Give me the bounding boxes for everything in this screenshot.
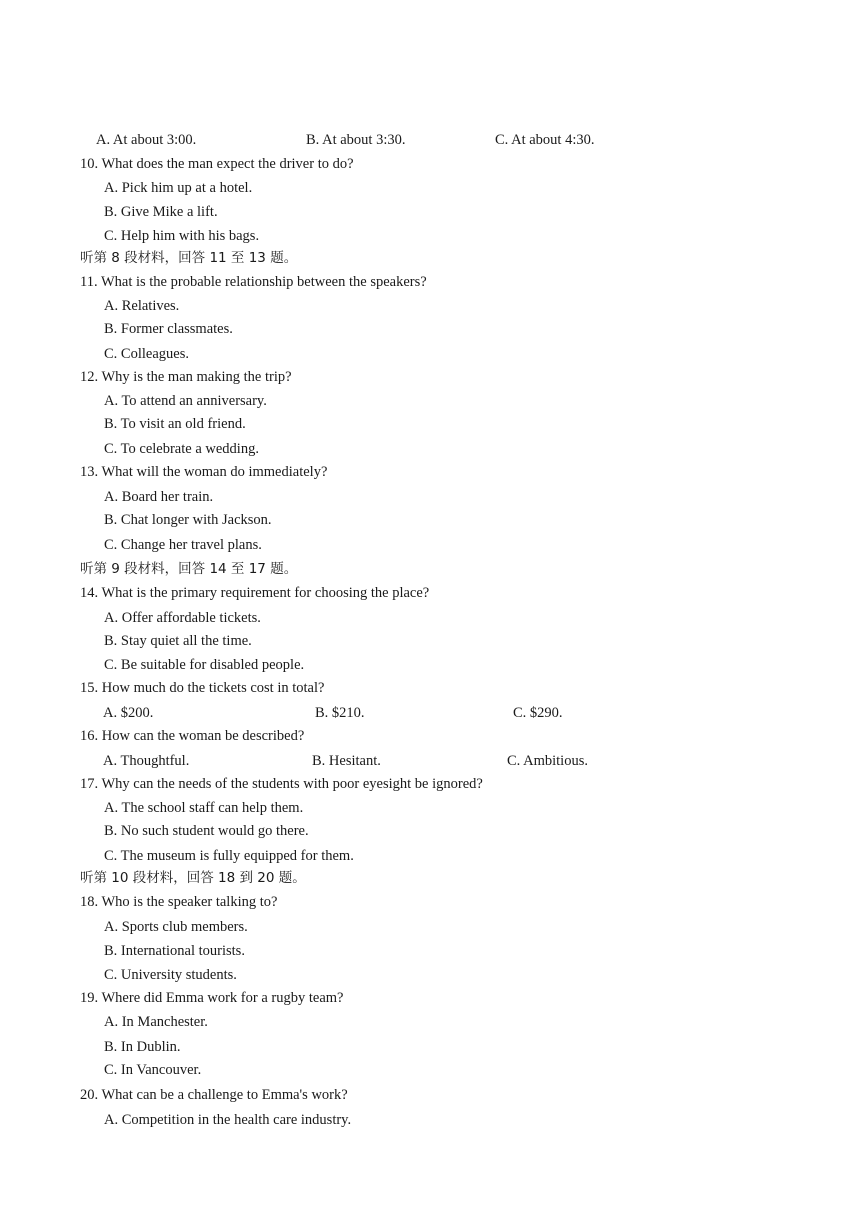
q18-stem: 18. Who is the speaker talking to? (80, 894, 278, 910)
section-9-heading: 听第 9 段材料，回答 14 至 17 题。 (80, 561, 298, 577)
section-8-heading: 听第 8 段材料，回答 11 至 13 题。 (80, 250, 298, 266)
q11-option-a: A. Relatives. (104, 298, 180, 314)
q14-option-c: C. Be suitable for disabled people. (104, 657, 305, 673)
q20-option-a: A. Competition in the health care industry. (104, 1112, 352, 1128)
q12-option-a: A. To attend an anniversary. (104, 393, 267, 409)
q17-option-b: B. No such student would go there. (104, 823, 309, 839)
q17-stem: 17. Why can the needs of the students with poor eyesight be ignored? (80, 776, 483, 792)
q17-option-a: A. The school staff can help them. (104, 800, 304, 816)
q10-option-c: C. Help him with his bags. (104, 228, 260, 244)
q14-option-a: A. Offer affordable tickets. (104, 610, 261, 626)
q19-option-c: C. In Vancouver. (104, 1062, 202, 1078)
q14-option-b: B. Stay quiet all the time. (104, 633, 252, 649)
q17-option-c: C. The museum is fully equipped for them. (104, 848, 354, 864)
q15-stem: 15. How much do the tickets cost in total? (80, 680, 325, 696)
q9-option-c: C. At about 4:30. (495, 132, 595, 148)
q11-option-b: B. Former classmates. (104, 321, 233, 337)
q15-option-c: C. $290. (513, 705, 563, 721)
q9-option-b: B. At about 3:30. (306, 132, 406, 148)
q13-option-a: A. Board her train. (104, 489, 214, 505)
q18-option-a: A. Sports club members. (104, 919, 248, 935)
q16-option-c: C. Ambitious. (507, 753, 588, 769)
q11-option-c: C. Colleagues. (104, 346, 189, 362)
q13-option-b: B. Chat longer with Jackson. (104, 512, 272, 528)
q18-option-c: C. University students. (104, 967, 237, 983)
q11-stem: 11. What is the probable relationship between the speakers? (80, 274, 427, 290)
q9-option-a: A. At about 3:00. (96, 132, 197, 148)
q15-option-b: B. $210. (315, 705, 365, 721)
q12-option-c: C. To celebrate a wedding. (104, 441, 259, 457)
q12-stem: 12. Why is the man making the trip? (80, 369, 292, 385)
q13-option-c: C. Change her travel plans. (104, 537, 262, 553)
section-10-heading: 听第 10 段材料，回答 18 到 20 题。 (80, 870, 306, 886)
q16-option-b: B. Hesitant. (312, 753, 381, 769)
q14-stem: 14. What is the primary requirement for choosing the place? (80, 585, 430, 601)
q12-option-b: B. To visit an old friend. (104, 416, 246, 432)
q19-option-a: A. In Manchester. (104, 1014, 208, 1030)
q16-stem: 16. How can the woman be described? (80, 728, 305, 744)
q19-option-b: B. In Dublin. (104, 1039, 181, 1055)
q15-option-a: A. $200. (103, 705, 154, 721)
q20-stem: 20. What can be a challenge to Emma's work? (80, 1087, 348, 1103)
q18-option-b: B. International tourists. (104, 943, 245, 959)
q10-stem: 10. What does the man expect the driver to do? (80, 156, 354, 172)
q16-option-a: A. Thoughtful. (103, 753, 190, 769)
q10-option-b: B. Give Mike a lift. (104, 204, 218, 220)
q19-stem: 19. Where did Emma work for a rugby team? (80, 990, 344, 1006)
q10-option-a: A. Pick him up at a hotel. (104, 180, 253, 196)
q13-stem: 13. What will the woman do immediately? (80, 464, 328, 480)
